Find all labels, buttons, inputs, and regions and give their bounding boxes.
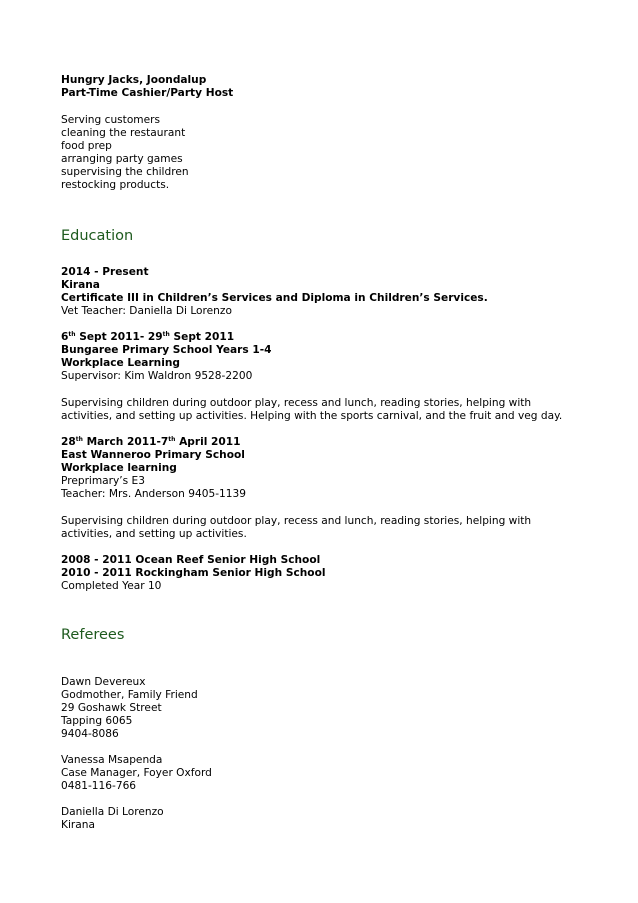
entry-class: Preprimary’s E3 bbox=[61, 475, 145, 487]
entry-period: 2014 - Present bbox=[61, 266, 149, 278]
entry-description: Supervising children during outdoor play, recess and lunch, reading stories, helping with activities, and setting up activities. bbox=[61, 515, 532, 540]
education-entry-high-school: 2008 - 2011 Ocean Reef Senior High School 2010 - 2011 Rockingham Senior High School Completed Year 10 bbox=[61, 554, 326, 592]
duty-item: Serving customers bbox=[61, 114, 161, 126]
duty-item: food prep bbox=[61, 140, 112, 152]
entry-dates: 6th Sept 2011- 29th Sept 2011 bbox=[61, 331, 235, 343]
referee-name: Daniella Di Lorenzo bbox=[61, 806, 164, 818]
entry-description: Supervising children during outdoor play, recess and lunch, reading stories, helping with activities, and setting up activities. Helping with the sports carnival, and the fruit and veg day. bbox=[61, 397, 563, 422]
job-duties bbox=[61, 114, 601, 192]
entry-type: Workplace learning bbox=[61, 462, 177, 474]
entry-contact: Supervisor: Kim Waldron 9528-2200 bbox=[61, 370, 253, 382]
referee-name: Vanessa Msapenda bbox=[61, 754, 163, 766]
duty-item: restocking products. bbox=[61, 179, 170, 191]
entry-teacher: Vet Teacher: Daniella Di Lorenzo bbox=[61, 305, 232, 317]
entry-institution: Kirana bbox=[61, 279, 100, 291]
education-heading: Education bbox=[61, 228, 134, 244]
job-role: Part-Time Cashier/Party Host bbox=[61, 87, 234, 99]
referee-entry: Daniella Di Lorenzo Kirana bbox=[61, 806, 601, 832]
entry-course: Certificate III in Children’s Services and Diploma in Children’s Services. bbox=[61, 292, 488, 304]
referee-entry: Vanessa Msapenda Case Manager, Foyer Oxford 0481-116-766 bbox=[61, 754, 601, 793]
education-entry-wanneroo bbox=[61, 436, 601, 501]
education-entry-bungaree bbox=[61, 331, 601, 383]
duty-item: arranging party games bbox=[61, 153, 183, 165]
entry-school: East Wanneroo Primary School bbox=[61, 449, 245, 461]
referee-entry: Dawn Devereux Godmother, Family Friend 29 Goshawk Street Tapping 6065 9404-8086 bbox=[61, 676, 601, 741]
education-entry-kirana bbox=[61, 266, 601, 318]
entry-type: Workplace Learning bbox=[61, 357, 180, 369]
entry-school: Bungaree Primary School Years 1-4 bbox=[61, 344, 272, 356]
duty-item: supervising the children bbox=[61, 166, 189, 178]
job-entry bbox=[61, 74, 601, 100]
referee-name: Dawn Devereux bbox=[61, 676, 146, 688]
entry-contact: Teacher: Mrs. Anderson 9405-1139 bbox=[61, 488, 246, 500]
job-employer: Hungry Jacks, Joondalup bbox=[61, 74, 207, 86]
entry-dates: 28th March 2011-7th April 2011 bbox=[61, 436, 241, 448]
duty-item: cleaning the restaurant bbox=[61, 127, 186, 139]
referees-heading: Referees bbox=[61, 627, 125, 643]
